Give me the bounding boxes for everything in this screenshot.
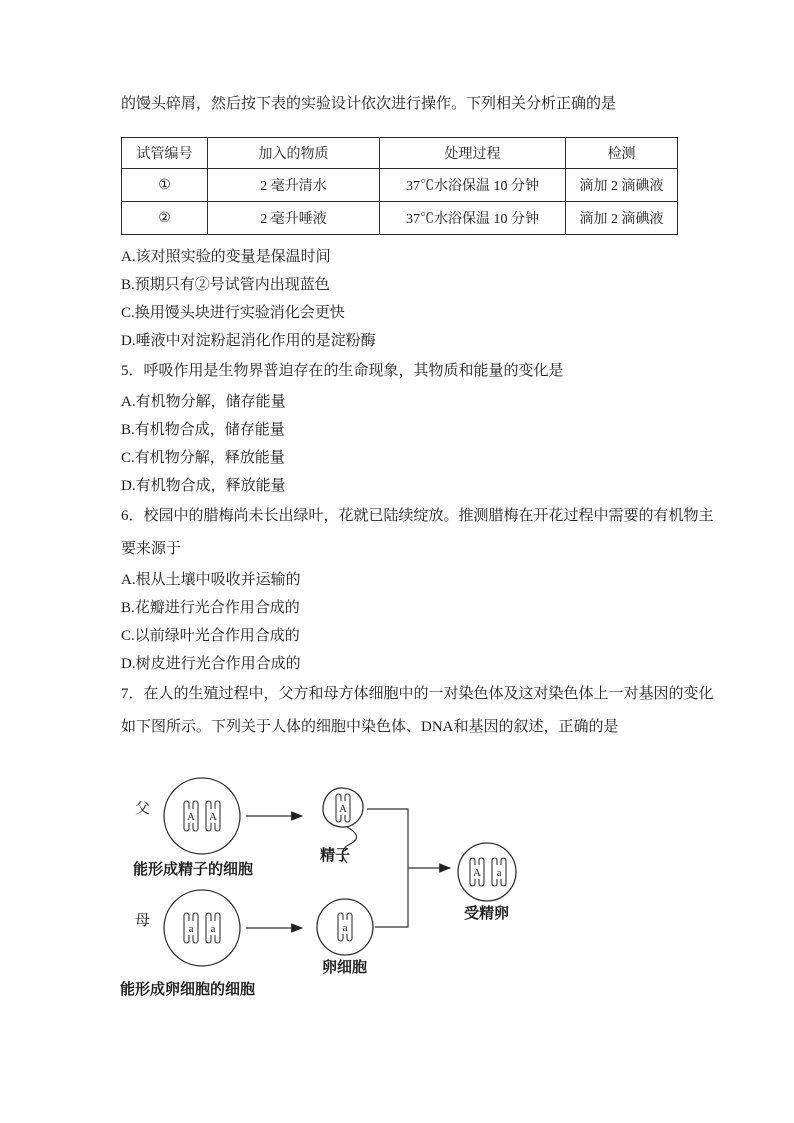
zygote-circle bbox=[458, 843, 516, 901]
mother-label: 母 bbox=[135, 913, 151, 929]
q6-option-c: C.以前绿叶光合作用合成的 bbox=[121, 628, 300, 644]
table-cell: ② bbox=[122, 202, 208, 235]
q5-stem: 5．呼吸作用是生物界普迫存在的生命现象，其物质和能量的变化是 bbox=[121, 363, 564, 379]
q6-stem-line2: 要来源于 bbox=[121, 541, 182, 557]
table-cell: 滴加 2 滴碘液 bbox=[566, 169, 678, 202]
q4-option-c: C.换用馒头块进行实验消化会更快 bbox=[121, 305, 345, 321]
zygote-gene-1: A bbox=[473, 867, 481, 879]
chromosome-icon bbox=[338, 913, 352, 941]
chromosome-icon bbox=[206, 913, 220, 943]
bracket-connector bbox=[367, 809, 408, 927]
mother-cell-circle bbox=[164, 890, 240, 966]
father-label: 父 bbox=[135, 801, 151, 817]
table-header-substance: 加入的物质 bbox=[208, 138, 380, 169]
q5-option-a: A.有机物分解，储存能量 bbox=[121, 394, 286, 410]
mother-gene-2: a bbox=[210, 923, 216, 935]
father-cell-circle bbox=[164, 778, 240, 854]
q6-option-b: B.花瓣进行光合作用合成的 bbox=[121, 600, 300, 616]
table-cell: 滴加 2 滴碘液 bbox=[566, 202, 678, 235]
inheritance-diagram bbox=[119, 764, 589, 1016]
table-header-process: 处理过程 bbox=[380, 138, 566, 169]
table-cell: ① bbox=[122, 169, 208, 202]
q4-option-a: A.该对照实验的变量是保温时间 bbox=[121, 249, 331, 265]
egg-gene: a bbox=[342, 922, 348, 934]
q4-option-b: B.预期只有②号试管内出现蓝色 bbox=[121, 277, 330, 293]
zygote-gene-2: a bbox=[496, 867, 502, 879]
table-row bbox=[122, 202, 678, 235]
sperm-label: 精子 bbox=[320, 848, 351, 864]
mother-gene-1: a bbox=[188, 923, 194, 935]
chromosome-icon bbox=[206, 801, 220, 831]
zygote-label: 受精卵 bbox=[464, 906, 510, 922]
q6-option-a: A.根从土壤中吸收并运输的 bbox=[121, 572, 301, 588]
q5-option-d: D.有机物合成，释放能量 bbox=[121, 478, 286, 494]
chromosome-icon bbox=[184, 913, 198, 943]
table-cell: 37℃水浴保温 10 分钟 bbox=[380, 169, 566, 202]
father-gene-2: A bbox=[209, 811, 217, 823]
father-gene-1: A bbox=[187, 811, 195, 823]
question-intro-text: 的馒头碎屑，然后按下表的实验设计依次进行操作。下列相关分析正确的是 bbox=[121, 96, 617, 112]
table-header-row bbox=[122, 138, 678, 169]
q7-stem-line1: 7．在人的生殖过程中，父方和母方体细胞中的一对染色体及这对染色体上一对基因的变化 bbox=[121, 686, 714, 702]
table-header-test: 检测 bbox=[566, 138, 678, 169]
table-row bbox=[122, 169, 678, 202]
table-cell: 2 毫升清水 bbox=[208, 169, 380, 202]
q4-option-d: D.唾液中对淀粉起消化作用的是淀粉酶 bbox=[121, 333, 376, 349]
q7-stem-line2: 如下图所示。下列关于人体的细胞中染色体、DNA和基因的叙述，正确的是 bbox=[121, 719, 619, 735]
q5-option-b: B.有机物合成，储存能量 bbox=[121, 422, 285, 438]
chromosome-icon bbox=[336, 794, 350, 822]
q6-option-d: D.树皮进行光合作用合成的 bbox=[121, 656, 301, 672]
egg-source-caption: 能形成卵细胞的细胞 bbox=[120, 982, 256, 998]
chromosome-icon bbox=[470, 858, 484, 886]
table-header-tube: 试管编号 bbox=[122, 138, 208, 169]
chromosome-icon bbox=[492, 858, 506, 886]
q5-option-c: C.有机物分解，释放能量 bbox=[121, 450, 285, 466]
sperm-source-caption: 能形成精子的细胞 bbox=[133, 862, 254, 878]
chromosome-icon bbox=[184, 801, 198, 831]
sperm-gene: A bbox=[339, 803, 347, 815]
table-cell: 37℃水浴保温 10 分钟 bbox=[380, 202, 566, 235]
egg-label: 卵细胞 bbox=[322, 960, 368, 976]
table-cell: 2 毫升唾液 bbox=[208, 202, 380, 235]
q6-stem-line1: 6．校园中的腊梅尚未长出绿叶，花就已陆续绽放。推测腊梅在开花过程中需要的有机物主 bbox=[121, 508, 714, 524]
exam-content bbox=[121, 93, 714, 744]
experiment-table bbox=[121, 137, 678, 235]
inheritance-diagram-svg bbox=[119, 764, 589, 1016]
